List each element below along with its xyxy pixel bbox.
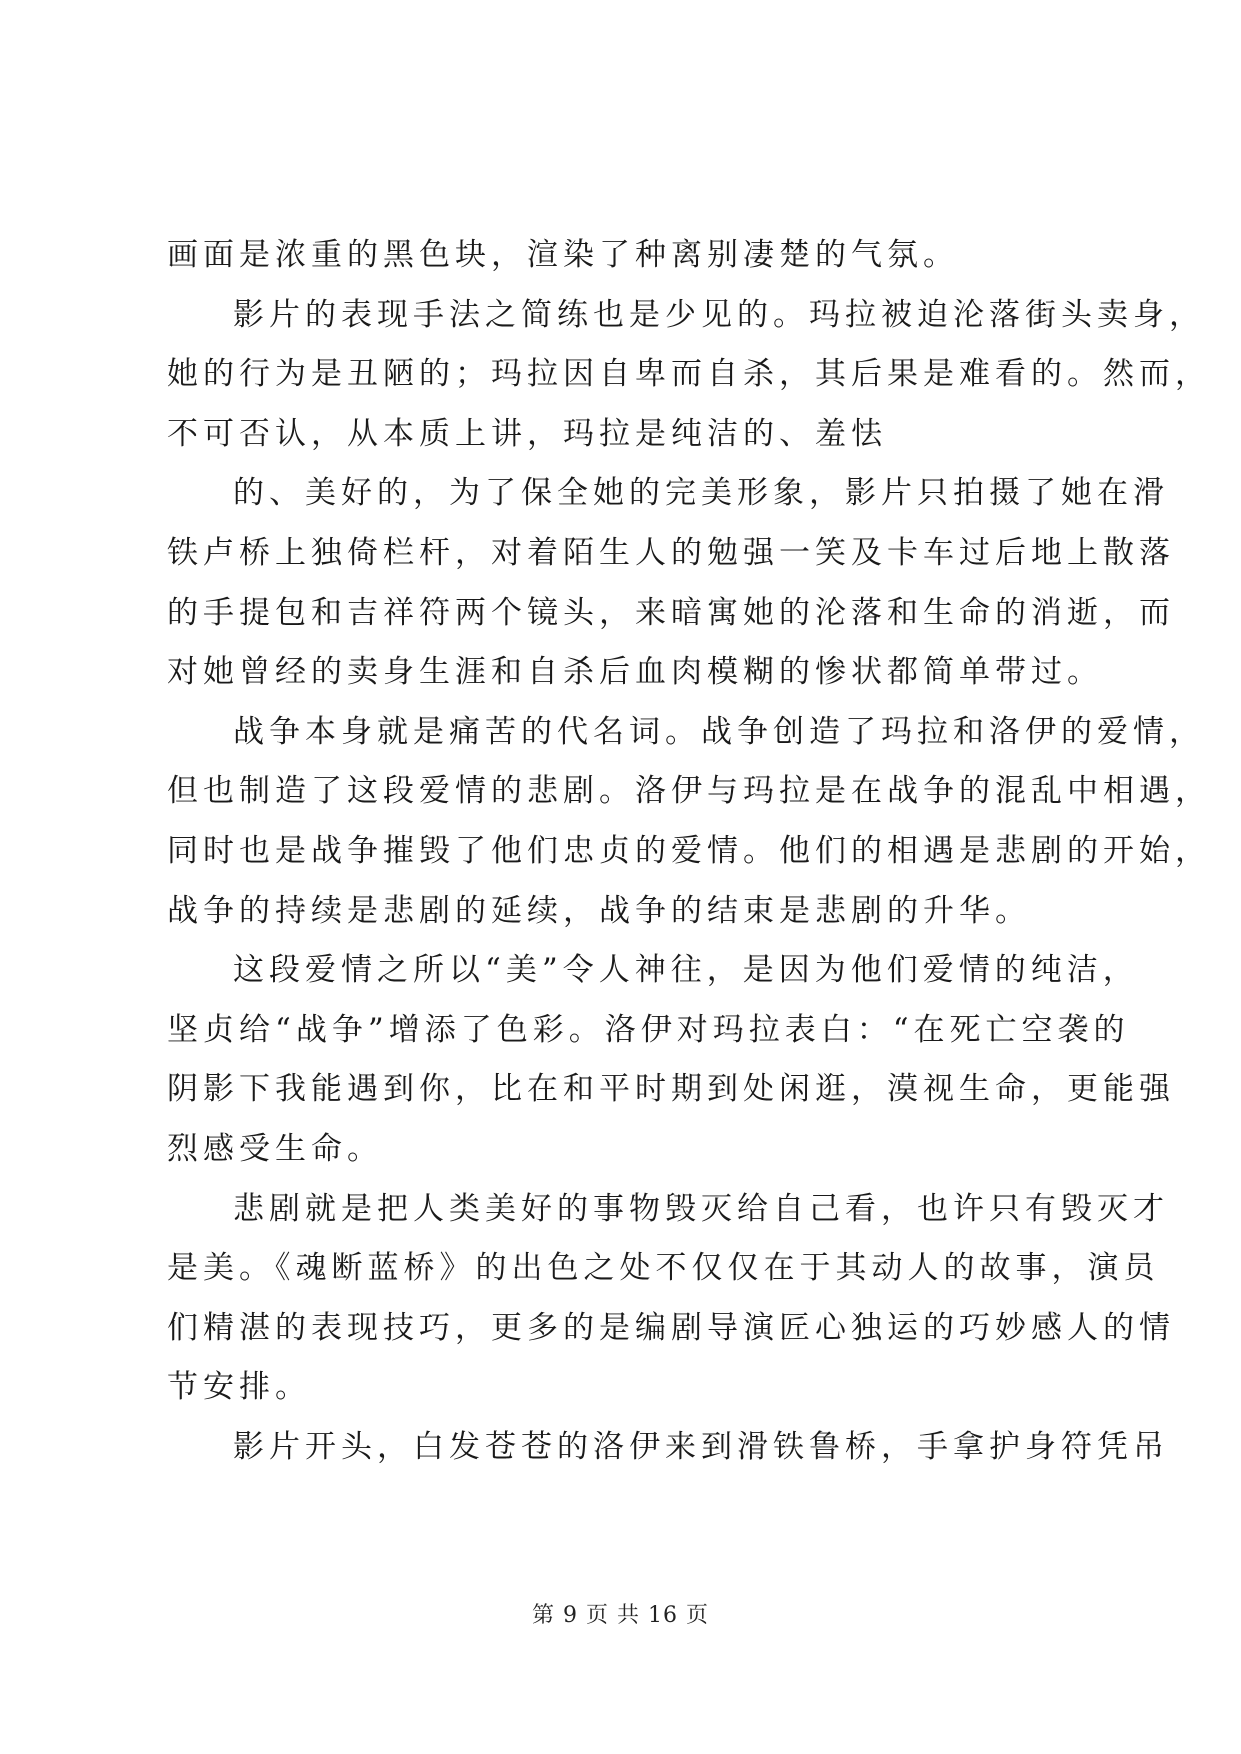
text-line: 影片开头，白发苍苍的洛伊来到滑铁鲁桥，手拿护身符凭吊 [233,1428,1169,1465]
body-text [167,226,1211,1477]
text-line: 同时也是战争摧毁了他们忠贞的爱情。他们的相遇是悲剧的开始， [167,832,1211,869]
text-line: 对她曾经的卖身生涯和自杀后血肉模糊的惨状都简单带过。 [167,654,1103,691]
text-line: 不可否认，从本质上讲，玛拉是纯洁的、羞怯 [167,415,887,452]
text-line: 悲剧就是把人类美好的事物毁灭给自己看，也许只有毁灭才 [233,1190,1169,1227]
text-line: 这段爱情之所以“美”令人神往，是因为他们爱情的纯洁， [233,952,1139,989]
text-line: 战争的持续是悲剧的延续，战争的结束是悲剧的升华。 [167,892,1031,929]
text-line: 影片的表现手法之简练也是少见的。玛拉被迫沦落街头卖身， [233,296,1205,333]
text-line: 的手提包和吉祥符两个镜头，来暗寓她的沦落和生命的消逝，而 [167,594,1175,631]
text-line: 的、美好的，为了保全她的完美形象，影片只拍摄了她在滑 [233,475,1169,512]
page-number-footer: 第 9 页 共 16 页 [532,1603,709,1628]
text-line: 节安排。 [167,1369,311,1406]
text-line: 烈感受生命。 [167,1130,383,1167]
text-line: 坚贞给“战争”增添了色彩。洛伊对玛拉表白：“在死亡空袭的 [167,1011,1130,1048]
text-line: 她的行为是丑陋的；玛拉因自卑而自杀，其后果是难看的。然而， [167,356,1211,393]
text-line: 但也制造了这段爱情的悲剧。洛伊与玛拉是在战争的混乱中相遇， [167,773,1211,810]
text-line: 是美。《魂断蓝桥》的出色之处不仅仅在于其动人的故事，演员 [167,1250,1160,1287]
text-line: 铁卢桥上独倚栏杆，对着陌生人的勉强一笑及卡车过后地上散落 [167,534,1175,571]
text-line: 阴影下我能遇到你，比在和平时期到处闲逛，漠视生命，更能强 [167,1071,1175,1108]
text-line: 战争本身就是痛苦的代名词。战争创造了玛拉和洛伊的爱情， [233,713,1205,750]
text-line: 们精湛的表现技巧，更多的是编剧导演匠心独运的巧妙感人的情 [167,1309,1175,1346]
text-line: 画面是浓重的黑色块，渲染了种离别凄楚的气氛。 [167,237,959,273]
